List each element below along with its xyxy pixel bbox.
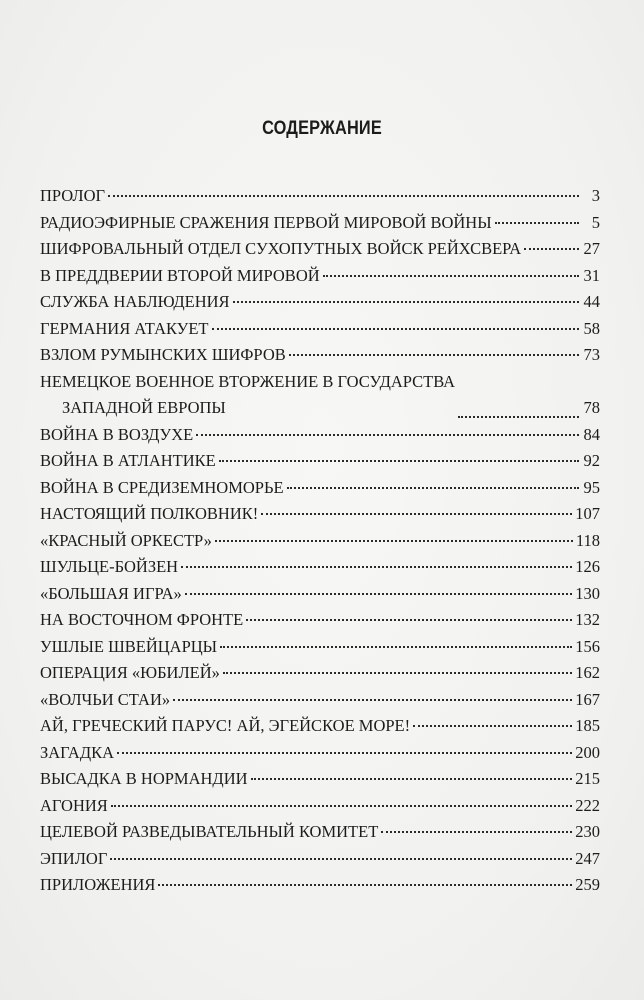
toc-entry-page: 215	[575, 769, 600, 788]
toc-entry-page: 78	[583, 398, 600, 417]
toc-entry-title: АГОНИЯ	[40, 795, 108, 815]
dot-leader	[223, 668, 572, 674]
toc-entry-page: 200	[575, 742, 600, 762]
toc-entry-title: ГЕРМАНИЯ АТАКУЕТ	[40, 318, 209, 338]
toc-entry-title-line1: НЕМЕЦКОЕ ВОЕННОЕ ВТОРЖЕНИЕ В ГОСУДАРСТВА	[40, 371, 456, 391]
toc-entry-title: РАДИОЭФИРНЫЕ СРАЖЕНИЯ ПЕРВОЙ МИРОВОЙ ВОЙНЫ	[40, 212, 492, 232]
toc-entry-title: ШУЛЬЦЕ-БОЙЗЕН	[40, 557, 179, 576]
toc-entry	[40, 740, 600, 767]
toc-entry-page: 58	[583, 318, 600, 338]
toc-entry-title: ШИФРОВАЛЬНЫЙ ОТДЕЛ СУХОПУТНЫХ ВОЙСК РЕЙХСВЕРА	[40, 239, 522, 258]
toc-entry	[40, 183, 600, 210]
toc-entry-title: СЛУЖБА НАБЛЮДЕНИЯ	[40, 292, 230, 311]
toc-entry-page: 167	[575, 689, 600, 709]
toc-entry-page: 156	[575, 636, 600, 656]
toc-entry-title: НА ВОСТОЧНОМ ФРОНТЕ	[40, 610, 244, 629]
toc-entry-page: 92	[583, 451, 600, 470]
toc-entry-page: 126	[575, 557, 600, 576]
toc-entry	[40, 316, 600, 343]
toc-entry-page: 259	[575, 875, 600, 894]
toc-entry-page: 118	[575, 530, 600, 550]
toc-entry	[40, 581, 600, 608]
dot-leader	[261, 509, 572, 515]
toc-entry	[40, 369, 600, 422]
dot-leader	[413, 721, 572, 727]
toc-entry-title: «КРАСНЫЙ ОРКЕСТР»	[40, 530, 212, 550]
dot-leader	[212, 324, 580, 330]
toc-entry	[40, 766, 600, 793]
toc-entry-page: 5	[591, 212, 600, 232]
dot-leader	[251, 774, 573, 780]
toc-entry-page: 95	[583, 477, 600, 497]
toc-entry	[40, 634, 600, 661]
toc-entry-title	[40, 369, 455, 422]
toc-entry-page: 247	[575, 848, 600, 868]
toc-entry-page: 27	[583, 239, 600, 258]
toc-entry-title: ВЫСАДКА В НОРМАНДИИ	[40, 769, 248, 788]
toc-entry	[40, 210, 600, 237]
toc-entry-page: 84	[583, 424, 600, 444]
dot-leader	[108, 191, 579, 197]
toc-entry-page: 162	[575, 663, 600, 682]
dot-leader	[287, 483, 579, 489]
page-title: СОДЕРЖАНИЕ	[262, 118, 382, 139]
dot-leader	[111, 801, 572, 807]
dot-leader	[158, 880, 572, 886]
dot-leader	[173, 695, 572, 701]
toc-entry-title: ЭПИЛОГ	[40, 848, 108, 868]
dot-leader	[233, 297, 579, 303]
toc-entry	[40, 342, 600, 369]
dot-leader	[524, 244, 579, 250]
dot-leader	[219, 456, 579, 462]
dot-leader	[495, 218, 579, 224]
toc-entry-title: «ВОЛЧЬИ СТАИ»	[40, 689, 171, 709]
toc-entry-page: 130	[575, 583, 600, 603]
toc-entry-page: 31	[583, 265, 600, 285]
dot-leader	[117, 748, 572, 754]
toc-entry	[40, 687, 600, 714]
dot-leader	[323, 271, 579, 277]
toc-entry	[40, 713, 600, 740]
toc-entry	[40, 422, 600, 449]
toc-entry-title: В ПРЕДДВЕРИИ ВТОРОЙ МИРОВОЙ	[40, 265, 320, 285]
dot-leader	[381, 827, 572, 833]
toc-entry-title: НАСТОЯЩИЙ ПОЛКОВНИК!	[40, 504, 259, 523]
toc-entry-title: ЦЕЛЕВОЙ РАЗВЕДЫВАТЕЛЬНЫЙ КОМИТЕТ	[40, 822, 379, 841]
toc-entry-page: 3	[591, 186, 600, 205]
toc-entry-page: 107	[575, 504, 600, 523]
toc-entry	[40, 554, 600, 581]
toc-entry-title: «БОЛЬШАЯ ИГРА»	[40, 583, 182, 603]
dot-leader	[181, 562, 572, 568]
toc-entry	[40, 263, 600, 290]
toc-entry-title: ВОЙНА В СРЕДИЗЕМНОМОРЬЕ	[40, 477, 284, 497]
dot-leader	[289, 350, 579, 356]
dot-leader	[196, 430, 579, 436]
toc-entry	[40, 660, 600, 687]
toc-entry-title: УШЛЫЕ ШВЕЙЦАРЦЫ	[40, 636, 218, 656]
toc-entry	[40, 872, 600, 899]
table-of-contents	[40, 183, 600, 899]
toc-entry-page: 44	[583, 292, 600, 311]
toc-entry	[40, 528, 600, 555]
toc-entry	[40, 501, 600, 528]
toc-entry-page: 132	[575, 610, 600, 629]
dot-leader	[458, 412, 579, 418]
toc-entry-title: ВЗЛОМ РУМЫНСКИХ ШИФРОВ	[40, 345, 286, 364]
toc-entry	[40, 607, 600, 634]
toc-entry-title: ПРОЛОГ	[40, 186, 106, 205]
toc-entry	[40, 475, 600, 502]
dot-leader	[185, 589, 573, 595]
toc-entry-title: ОПЕРАЦИЯ «ЮБИЛЕЙ»	[40, 663, 220, 682]
toc-entry-page: 230	[575, 822, 600, 841]
toc-entry-title-line2: ЗАПАДНОЙ ЕВРОПЫ	[62, 398, 226, 417]
toc-entry-title: ВОЙНА В АТЛАНТИКЕ	[40, 451, 216, 470]
toc-entry	[40, 846, 600, 873]
toc-entry-title: АЙ, ГРЕЧЕСКИЙ ПАРУС! АЙ, ЭГЕЙСКОЕ МОРЕ!	[40, 716, 411, 735]
toc-entry-page: 222	[575, 795, 600, 815]
toc-entry-page: 185	[575, 716, 600, 735]
toc-entry-title: ВОЙНА В ВОЗДУХЕ	[40, 424, 194, 444]
toc-entry	[40, 793, 600, 820]
toc-entry-title: ПРИЛОЖЕНИЯ	[40, 875, 156, 894]
toc-entry	[40, 819, 600, 846]
toc-entry-page: 73	[583, 345, 600, 364]
toc-entry	[40, 289, 600, 316]
toc-entry	[40, 448, 600, 475]
dot-leader	[215, 536, 573, 542]
dot-leader	[220, 642, 572, 648]
toc-entry-title: ЗАГАДКА	[40, 742, 115, 762]
dot-leader	[246, 615, 572, 621]
dot-leader	[110, 854, 572, 860]
toc-entry	[40, 236, 600, 263]
